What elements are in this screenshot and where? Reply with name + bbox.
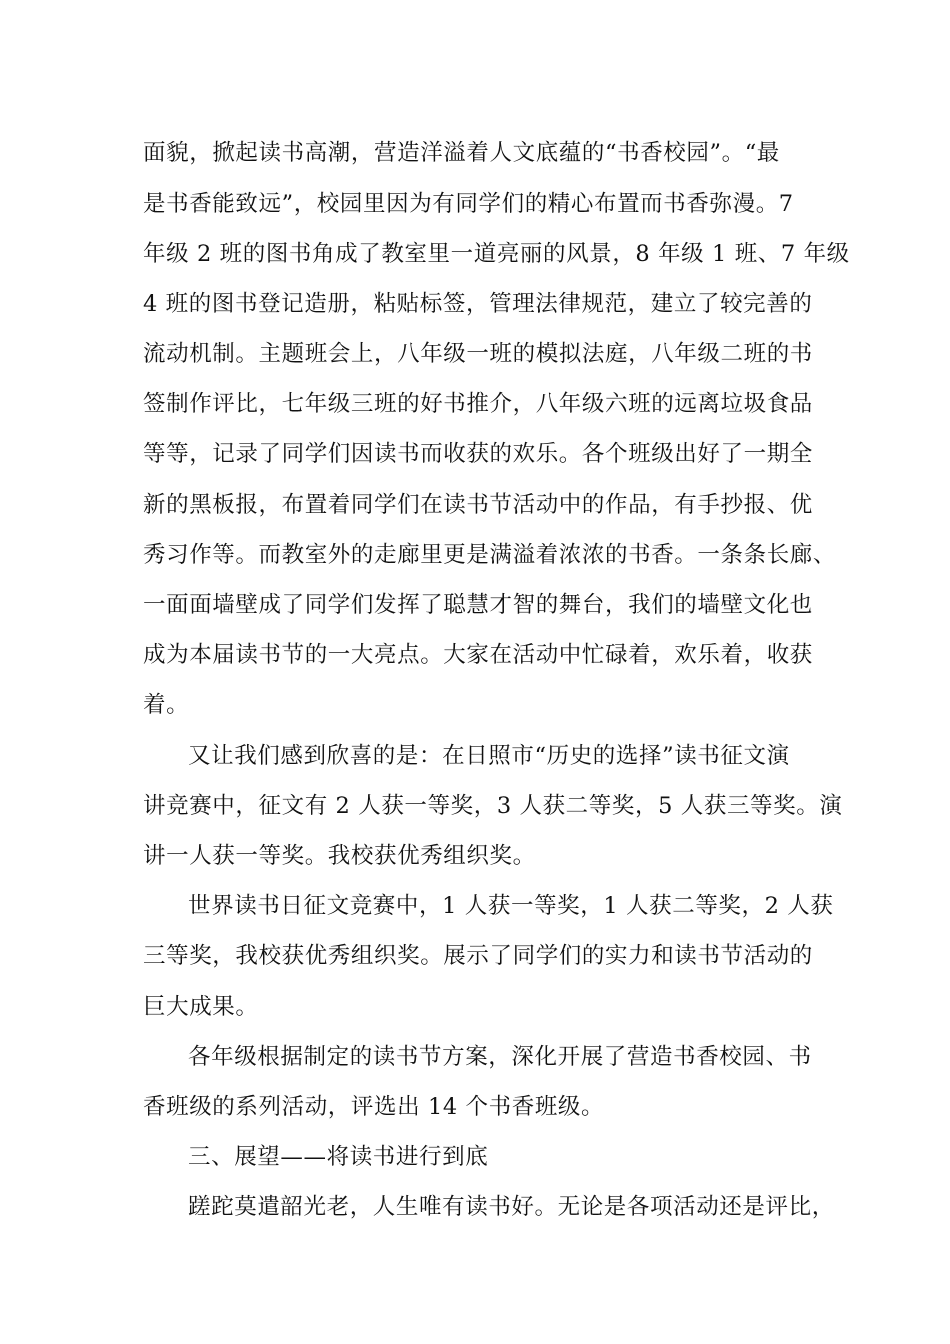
text-line: 流动机制。主题班会上，八年级一班的模拟法庭，八年级二班的书 xyxy=(143,341,813,367)
text-line: 讲一人获一等奖。我校获优秀组织奖。 xyxy=(143,843,536,869)
text-line: 是书香能致远”，校园里因为有同学们的精心布置而书香弥漫。7 xyxy=(143,191,794,217)
text-line: 各年级根据制定的读书节方案，深化开展了营造书香校园、书 xyxy=(188,1044,812,1070)
text-line: 世界读书日征文竞赛中，1 人获一等奖，1 人获二等奖，2 人获 xyxy=(188,893,834,919)
text-line: 新的黑板报，布置着同学们在读书节活动中的作品，有手抄报、优 xyxy=(143,492,813,518)
text-line: 4 班的图书登记造册，粘贴标签，管理法律规范，建立了较完善的 xyxy=(143,291,813,317)
text-line: 一面面墙壁成了同学们发挥了聪慧才智的舞台，我们的墙壁文化也 xyxy=(143,592,813,618)
text-line: 香班级的系列活动，评选出 14 个书香班级。 xyxy=(143,1094,605,1120)
text-line: 面貌，掀起读书高潮，营造洋溢着人文底蕴的“书香校园”。“最 xyxy=(143,140,780,166)
text-line: 三等奖，我校获优秀组织奖。展示了同学们的实力和读书节活动的 xyxy=(143,943,813,969)
text-line: 签制作评比，七年级三班的好书推介，八年级六班的远离垃圾食品 xyxy=(143,391,813,417)
text-line: 又让我们感到欣喜的是：在日照市“历史的选择”读书征文演 xyxy=(188,743,790,769)
text-line: 年级 2 班的图书角成了教室里一道亮丽的风景，8 年级 1 班、7 年级 xyxy=(143,241,850,267)
text-line: 蹉跎莫遣韶光老，人生唯有读书好。无论是各项活动还是评比， xyxy=(188,1194,835,1220)
text-line: 秀习作等。而教室外的走廊里更是满溢着浓浓的书香。一条条长廊、 xyxy=(143,542,837,568)
text-line: 巨大成果。 xyxy=(143,994,259,1020)
text-line: 讲竞赛中，征文有 2 人获一等奖，3 人获二等奖，5 人获三等奖。演 xyxy=(143,793,843,819)
text-line: 着。 xyxy=(143,692,190,718)
text-line: 等等，记录了同学们因读书而收获的欢乐。各个班级出好了一期全 xyxy=(143,441,813,467)
section-heading: 三、展望——将读书进行到底 xyxy=(188,1144,489,1170)
text-line: 成为本届读书节的一大亮点。大家在活动中忙碌着，欢乐着，收获 xyxy=(143,642,813,668)
